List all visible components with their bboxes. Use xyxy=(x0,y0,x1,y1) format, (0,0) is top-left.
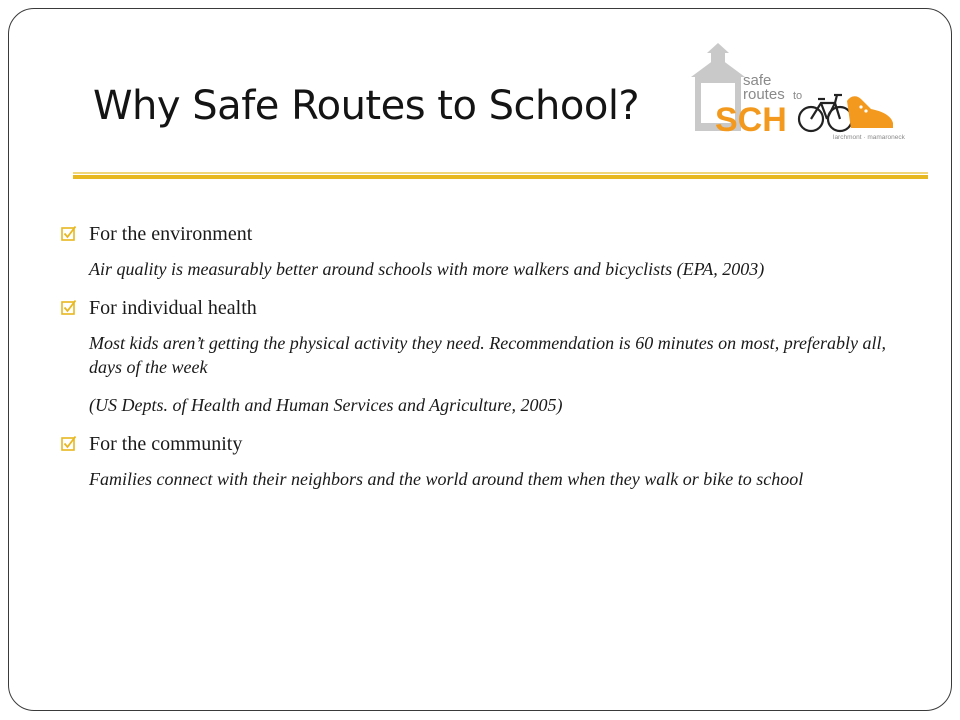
bullet-heading: For the community xyxy=(89,433,243,455)
bullet-environment xyxy=(61,221,891,247)
title-divider xyxy=(73,172,928,180)
bullet-detail: Most kids aren’t getting the physical activity they need. Recommendation is 60 minutes on most, preferably all, days of the week xyxy=(89,333,887,377)
bullet-list xyxy=(61,221,891,505)
bullet-detail: Families connect with their neighbors and the world around them when they walk or bike to school xyxy=(89,469,804,489)
logo-subtext: larchmont · mamaroneck xyxy=(833,134,905,141)
safe-routes-logo xyxy=(685,43,905,143)
slide-title: Why Safe Routes to School? xyxy=(93,83,640,129)
checkbox-check-icon xyxy=(61,435,77,451)
checkbox-check-icon xyxy=(61,225,77,241)
bullet-heading: For the environment xyxy=(89,223,253,245)
checkbox-check-icon xyxy=(61,299,77,315)
bullet-citation: (US Depts. of Health and Human Services and Agriculture, 2005) xyxy=(89,395,563,415)
bullet-health xyxy=(61,295,891,321)
sneaker-icon xyxy=(847,96,893,129)
logo-word: SCH xyxy=(715,101,787,139)
bullet-detail: Air quality is measurably better around schools with more walkers and bicyclists (EPA, 2003) xyxy=(89,259,765,279)
bicycle-icon xyxy=(799,95,852,131)
bullet-heading: For individual health xyxy=(89,297,257,319)
logo-line1: safe xyxy=(743,72,772,89)
logo-line2: routes xyxy=(743,86,785,103)
slide-frame xyxy=(8,8,952,711)
bullet-community xyxy=(61,431,891,457)
logo-line3: to xyxy=(793,90,803,102)
